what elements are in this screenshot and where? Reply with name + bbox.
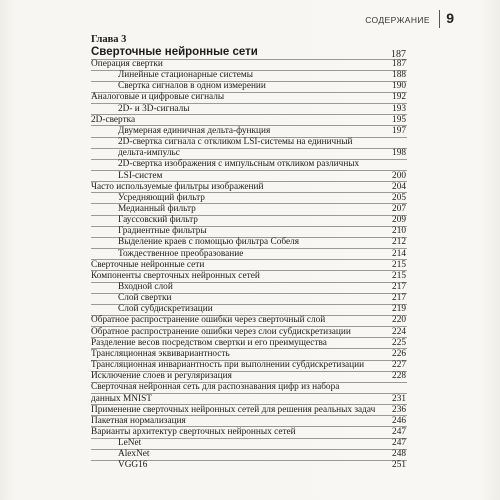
toc-entry-title: Линейные стационарные системы (118, 70, 254, 81)
chapter-title: Сверточные нейронные сети (91, 46, 258, 58)
toc-entry-title: Выделение краев с помощью фильтра Собеля (118, 237, 299, 248)
page-number: 9 (446, 10, 454, 26)
toc-entry-page: 251 (392, 460, 406, 471)
toc-entry-title: Двумерная единичная дельта-функция (118, 125, 271, 136)
toc-entry-title: Гауссовский фильтр (118, 215, 198, 226)
header-divider (439, 10, 440, 28)
toc-entry-page: 187 (392, 59, 406, 69)
toc-entry-page: 219 (392, 304, 406, 315)
toc-entry-page: 195 (392, 114, 406, 125)
toc-entry-title: Часто используемые фильтры изображений (91, 181, 264, 192)
toc-entry-title: Варианты архитектур сверточных нейронных сетей (91, 426, 296, 437)
toc-entry-page: 224 (392, 326, 406, 337)
toc-entry-title: AlexNet (118, 449, 150, 460)
toc-entry-title: Сверточная нейронная сеть для распознавания цифр из набора (91, 382, 340, 393)
chapter-label: Глава 3 (91, 34, 127, 45)
toc-entry-title: Градиентные фильтры (118, 226, 207, 237)
toc-entry-title: Применение сверточных нейронных сетей для решения реальных задач (91, 404, 376, 415)
toc-entry-page: 248 (392, 449, 406, 460)
toc-entry-title: Исключение слоев и регуляризация (91, 371, 232, 382)
toc-entry-page: 214 (392, 248, 406, 259)
toc-entry-page: 226 (392, 348, 406, 359)
toc-entry-title: Свертка сигналов в одном измерении (118, 81, 266, 92)
toc-entry-title: Операция свертки (91, 59, 163, 69)
toc-entry-title: Трансляционная эквивариантность (91, 348, 230, 359)
toc-entry-page: 220 (392, 315, 406, 326)
toc-entry-title: Обратное распространение ошибки через слои субдискретизации (91, 326, 351, 337)
toc-entry-page: 231 (392, 393, 406, 404)
toc-entry-page: 205 (392, 192, 406, 203)
toc-entry-page: 236 (392, 404, 406, 415)
toc-entry-page: 209 (392, 215, 406, 226)
toc-entry-page: 198 (392, 148, 406, 159)
toc-entry-page: 193 (392, 103, 406, 114)
toc-entry-page: 217 (392, 293, 406, 304)
toc-entry-page: 200 (392, 170, 406, 181)
toc-entry-title: LSI-систем (118, 170, 163, 181)
toc-entry-page: 188 (392, 70, 406, 81)
toc-entry-title: Входной слой (118, 282, 173, 292)
toc-entry-title: 2D-свертка (91, 114, 136, 125)
toc-entry-page: 190 (392, 81, 406, 92)
running-head: СОДЕРЖАНИЕ (365, 15, 430, 25)
toc-entry-title: Сверточные нейронные сети (91, 259, 205, 270)
toc-entry-page: 225 (392, 337, 406, 348)
toc-entry-title: Усредняющий фильтр (118, 192, 205, 203)
toc-entry-title: Разделение весов посредством свертки и его преимущества (91, 337, 327, 348)
toc-entry-title: 2D-свертка сигнала с откликом LSI-системы на единичный (118, 137, 353, 148)
toc-entry-page: 247 (392, 426, 406, 437)
toc-entry-title: Медианный фильтр (118, 203, 196, 214)
toc-entry-title: дельта-импульс (118, 148, 180, 159)
entry-divider (91, 114, 407, 115)
toc-entry-page: 197 (392, 125, 406, 136)
toc-entry-title: Слой субдискретизации (118, 304, 213, 315)
toc-entry-title: Тождественное преобразование (118, 248, 244, 259)
toc-entry-page: 228 (392, 371, 406, 382)
toc-entry-title: Трансляционная инвариантность при выполнении субдискретизации (91, 360, 365, 371)
toc-entry-page: 207 (392, 203, 406, 214)
toc-entry-title: Обратное распространение ошибки через сверточный слой (91, 315, 326, 326)
toc-entry-page: 192 (392, 92, 406, 103)
chapter-page-number: 187 (391, 49, 406, 60)
toc-entry-page: 246 (392, 415, 406, 426)
toc-entry-title: 2D- и 3D-сигналы (118, 103, 190, 114)
toc-entry-title: Аналоговые и цифровые сигналы (91, 92, 225, 103)
toc-entry-page: 212 (392, 237, 406, 248)
toc-entry-page: 215 (392, 270, 406, 281)
toc-entry-title: Компоненты сверточных нейронных сетей (91, 270, 260, 281)
toc-entry-title: данных MNIST (91, 393, 152, 404)
toc-entry-page: 210 (392, 226, 406, 237)
toc-entry-page: 215 (392, 259, 406, 270)
toc-entry-page: 247 (392, 438, 406, 449)
toc-entry-title: LeNet (118, 438, 142, 449)
toc-entry-page: 227 (392, 360, 406, 371)
toc-entry-page: 217 (392, 282, 406, 292)
toc-entry-title: Пакетная нормализация (91, 415, 186, 426)
toc-entry-title: VGG16 (118, 460, 148, 471)
toc-entry-page: 204 (392, 181, 406, 192)
toc-entry-title: Слой свертки (118, 293, 172, 304)
toc-entry-title: 2D-свертка изображения с импульсным откликом различных (118, 159, 360, 170)
